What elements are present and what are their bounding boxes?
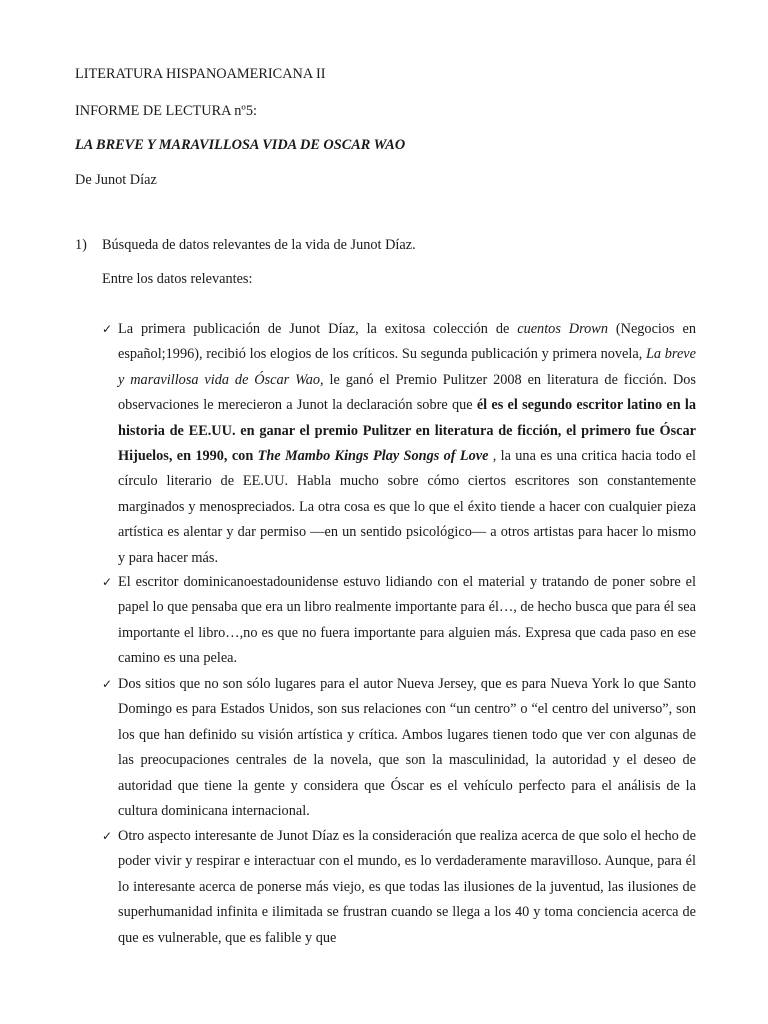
section-intro: Entre los datos relevantes: [102, 271, 253, 287]
bullet-item [102, 570, 696, 672]
bullet-item [102, 824, 696, 951]
italic-title: The Mambo Kings Play Songs of Love [257, 448, 489, 465]
bullet-text: Otro aspecto interesante de Junot Díaz es la consideración que realiza acerca de que solo el hecho de poder vivir y respirar e interactuar con el mundo, es lo verdaderamente maravilloso. Aunque, para él lo interesante acerca de ponerse más viejo, es que todas las ilusiones de la juventud, las ilusiones de superhumanidad infinita e ilimitada se frustran cuando se llega a los 40 y toma conciencia acerca de que es vulnerable, que es falible y que [118, 828, 696, 946]
check-icon: ✓ [102, 829, 113, 843]
author-line: De Junot Díaz [75, 172, 157, 188]
book-title: LA BREVE Y MARAVILLOSA VIDA DE OSCAR WAO [75, 137, 406, 153]
report-title: INFORME DE LECTURA nº5: [75, 103, 257, 119]
bullet-text: Dos sitios que no son sólo lugares para el autor Nueva Jersey, que es para Nueva York lo que Santo Domingo es para Estados Unidos, son sus relaciones con “un centro” o “el centro del universo”, son los que han definido su visión artística y crítica. Ambos lugares tienen todo que ver con algunas de las preocupaciones centrales de la novela, que son la masculinidad, la autoridad y el deseo de autoridad que tiene la gente y considera que Óscar es el vehículo perfecto para el análisis de la cultura dominicana internacional. [118, 676, 696, 820]
section-heading [75, 236, 416, 254]
bullet-item [102, 672, 696, 824]
course-title: LITERATURA HISPANOAMERICANA II [75, 66, 326, 82]
section-title: Búsqueda de datos relevantes de la vida de Junot Díaz. [102, 237, 416, 253]
check-icon: ✓ [102, 575, 113, 589]
check-icon: ✓ [102, 677, 113, 691]
bold-statement: él es el segundo escritor latino en la historia de EE.UU. en ganar el premio Pulitzer en literatura de ficción, el primero fue Óscar Hijuelos, en 1990, con [118, 397, 696, 465]
bullet-text: La primera publicación de Junot Díaz, la exitosa colección de cuentos Drown (Negocios en español;1996), recibió los elogios de los críticos. Su segunda publicación y primera novela, La breve y maravillosa vida de Óscar Wao, le ganó el Premio Pulitzer 2008 en literatura de ficción. Dos observaciones le merecieron a Junot la declaración sobre que él es el segundo escritor latino en la historia de EE.UU. en ganar el premio Pulitzer en literatura de ficción, el primero fue Óscar Hijuelos, en 1990, con The Mambo Kings Play Songs of Love , la una es una critica hacia todo el círculo literario de EE.UU. Habla mucho sobre cómo ciertos escritores son constantemente marginados y menospreciados. La otra cosa es que lo que el éxito tiende a hacer con cualquier pieza artística es alentar y dar permiso —en un sentido psicológico— a otros artistas para hacer lo mismo y para hacer más. [118, 321, 696, 566]
italic-title: cuentos Drown [517, 321, 608, 337]
bullet-item [102, 317, 696, 571]
bullet-text: El escritor dominicanoestadounidense estuvo lidiando con el material y tratando de poner sobre el papel lo que pensaba que era un libro realmente importante para él…, de hecho busca que para él sea importante el libro…,no es que no fuera importante para alguien más. Expresa que cada paso en ese camino es una pelea. [118, 574, 696, 667]
section-number: 1) [75, 237, 87, 253]
check-icon: ✓ [102, 322, 113, 336]
italic-title: La breve y maravillosa vida de Óscar Wao [118, 346, 696, 388]
